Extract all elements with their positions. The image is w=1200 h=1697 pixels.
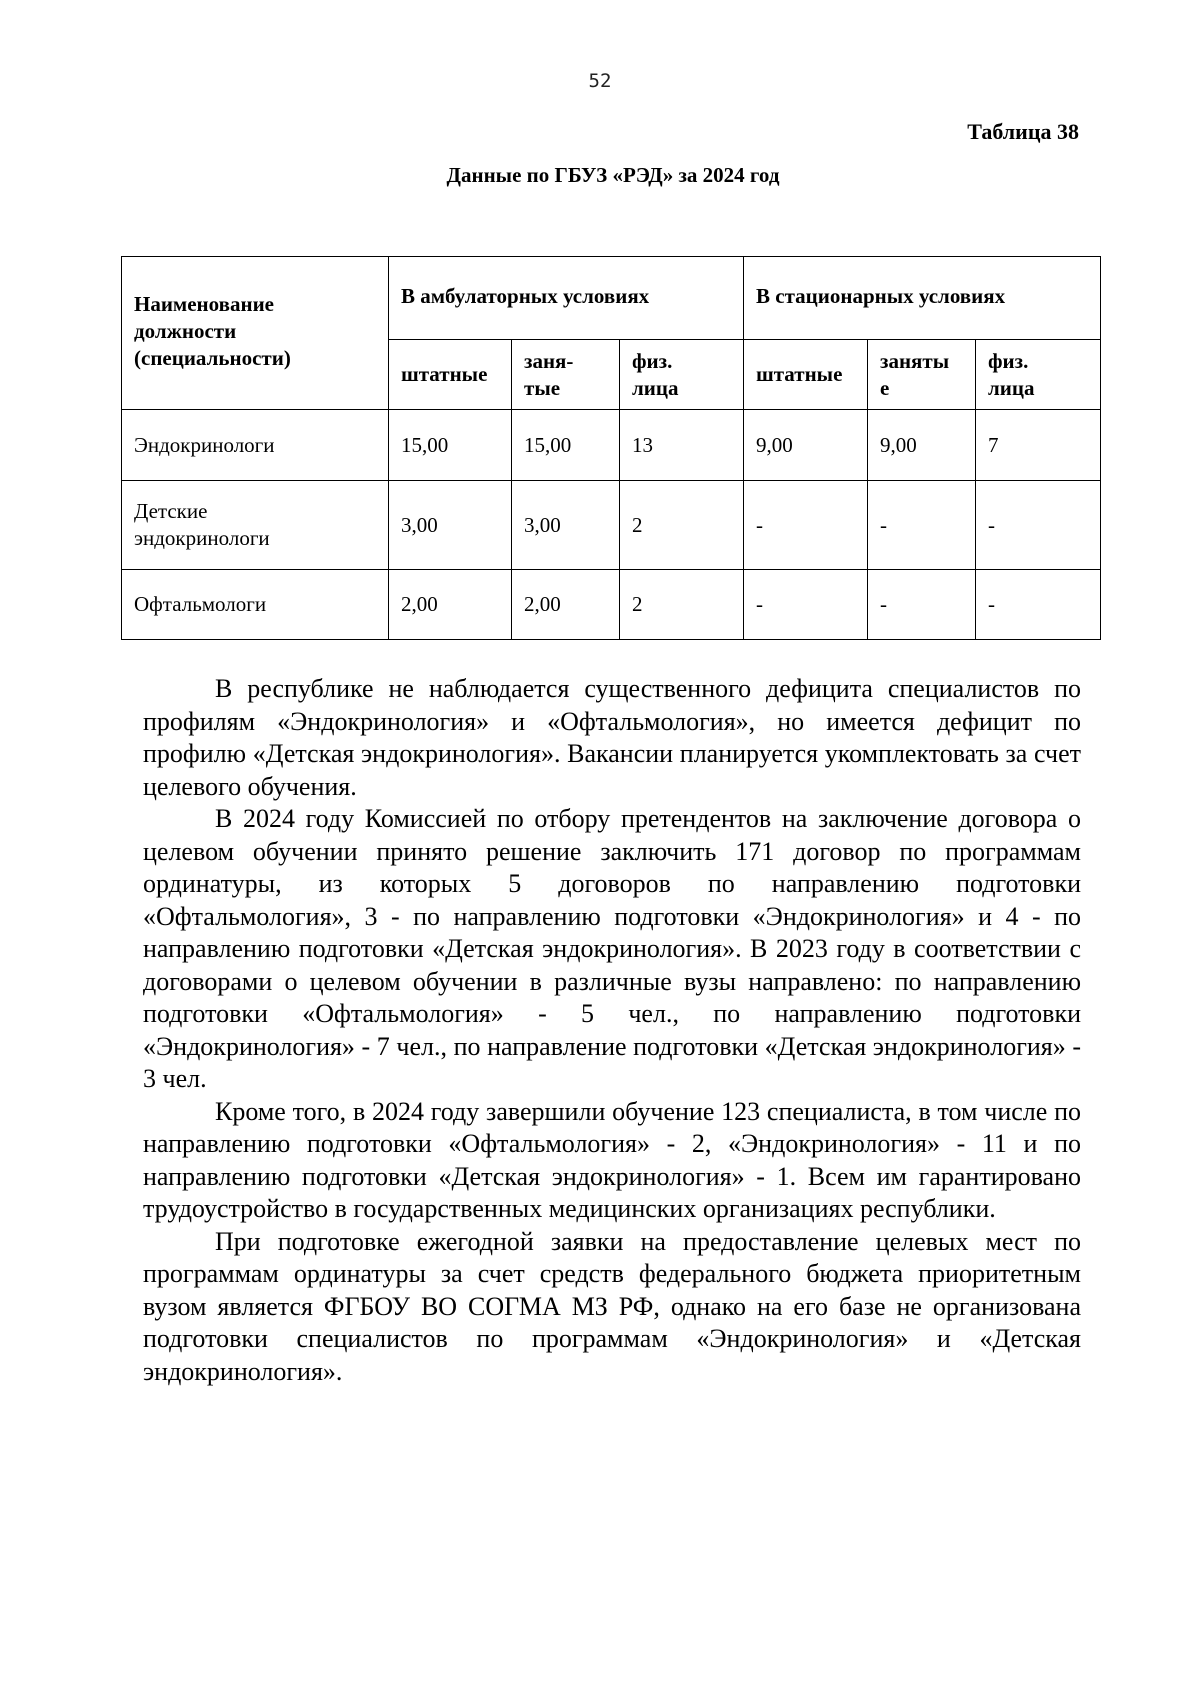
table-row xyxy=(122,410,1101,481)
subheader-line: заня- xyxy=(524,348,574,373)
row-name-line: Детские xyxy=(134,499,208,523)
table-cell: 15,00 xyxy=(512,410,620,481)
table-cell: 3,00 xyxy=(389,481,512,570)
table-cell: 2,00 xyxy=(512,570,620,640)
table-cell: 13 xyxy=(620,410,744,481)
header-line: (специальности) xyxy=(134,346,291,370)
header-inpatient: В стационарных условиях xyxy=(744,257,1101,340)
subheader-amb-staff: штатные xyxy=(389,340,512,410)
row-name-line: эндокринологи xyxy=(134,526,270,550)
table-cell: 15,00 xyxy=(389,410,512,481)
table-header-row xyxy=(122,257,1101,340)
table-cell: - xyxy=(744,481,868,570)
table-cell: 3,00 xyxy=(512,481,620,570)
subheader-inp-occupied xyxy=(868,340,976,410)
row-name: Эндокринологи xyxy=(122,410,389,481)
staff-table xyxy=(121,256,1101,640)
header-line: Наименование xyxy=(134,292,274,316)
table-row xyxy=(122,481,1101,570)
paragraph: Кроме того, в 2024 году завершили обучение 123 специалиста, в том числе по направлению подготовки «Офтальмология» - 2, «Эндокринология» - 11 и по направлению подготовки «Детская эндокринология» - 1. Всем им гарантировано трудоустройство в государственных медицинских организациях республики. xyxy=(143,1096,1081,1223)
table-label: Таблица 38 xyxy=(967,119,1079,144)
subheader-amb-persons xyxy=(620,340,744,410)
subheader-line: лица xyxy=(988,375,1035,400)
subheader-line: физ. xyxy=(988,348,1029,373)
subheader-line: заняты xyxy=(880,348,950,373)
subheader-inp-persons xyxy=(976,340,1101,410)
table-cell: 9,00 xyxy=(744,410,868,481)
subheader-line: лица xyxy=(632,375,679,400)
table-cell: - xyxy=(868,481,976,570)
subheader-line: тые xyxy=(524,375,561,400)
paragraph: В республике не наблюдается существенного дефицита специалистов по профилям «Эндокринология» и «Офтальмология», но имеется дефицит по профилю «Детская эндокринология». Вакансии планируется укомплектовать за счет целевого обучения. xyxy=(143,674,1081,801)
header-line: должности xyxy=(134,319,237,343)
table-cell: - xyxy=(976,481,1101,570)
subheader-line: физ. xyxy=(632,348,673,373)
paragraph: В 2024 году Комиссией по отбору претендентов на заключение договора о целевом обучении принято решение заключить 171 договор по программам ординатуры, из которых 5 договоров по направлению подготовки «Офтальмология», 3 - по направлению подготовки «Эндокринология» и 4 - по направлению подготовки «Детская эндокринология». В 2023 году в соответствии с договорами о целевом обучении в различные вузы направлено: по направлению подготовки «Офтальмология» - 5 чел., по направлению подготовки «Эндокринология» - 7 чел., по направление подготовки «Детская эндокринология» - 3 чел. xyxy=(143,804,1081,1093)
subheader-line: е xyxy=(880,375,890,400)
table-cell: 7 xyxy=(976,410,1101,481)
table-cell: - xyxy=(744,570,868,640)
body-text xyxy=(143,673,1081,1388)
header-position-name xyxy=(122,257,389,410)
row-name: Офтальмологи xyxy=(122,570,389,640)
paragraph: При подготовке ежегодной заявки на предоставление целевых мест по программам ординатуры за счет средств федерального бюджета приоритетным вузом является ФГБОУ ВО СОГМА МЗ РФ, однако на его базе не организована подготовки специалистов по программам «Эндокринология» и «Детская эндокринология». xyxy=(143,1226,1081,1386)
table-cell: 2,00 xyxy=(389,570,512,640)
row-name xyxy=(122,481,389,570)
table-row xyxy=(122,570,1101,640)
subheader-amb-occupied xyxy=(512,340,620,410)
subheader-inp-staff: штатные xyxy=(744,340,868,410)
header-ambulatory: В амбулаторных условиях xyxy=(389,257,744,340)
page-number: 52 xyxy=(588,70,612,92)
table-cell: - xyxy=(868,570,976,640)
table-cell: 9,00 xyxy=(868,410,976,481)
table-cell: 2 xyxy=(620,481,744,570)
table-title: Данные по ГБУЗ «РЭД» за 2024 год xyxy=(446,163,780,187)
table-cell: - xyxy=(976,570,1101,640)
table-cell: 2 xyxy=(620,570,744,640)
